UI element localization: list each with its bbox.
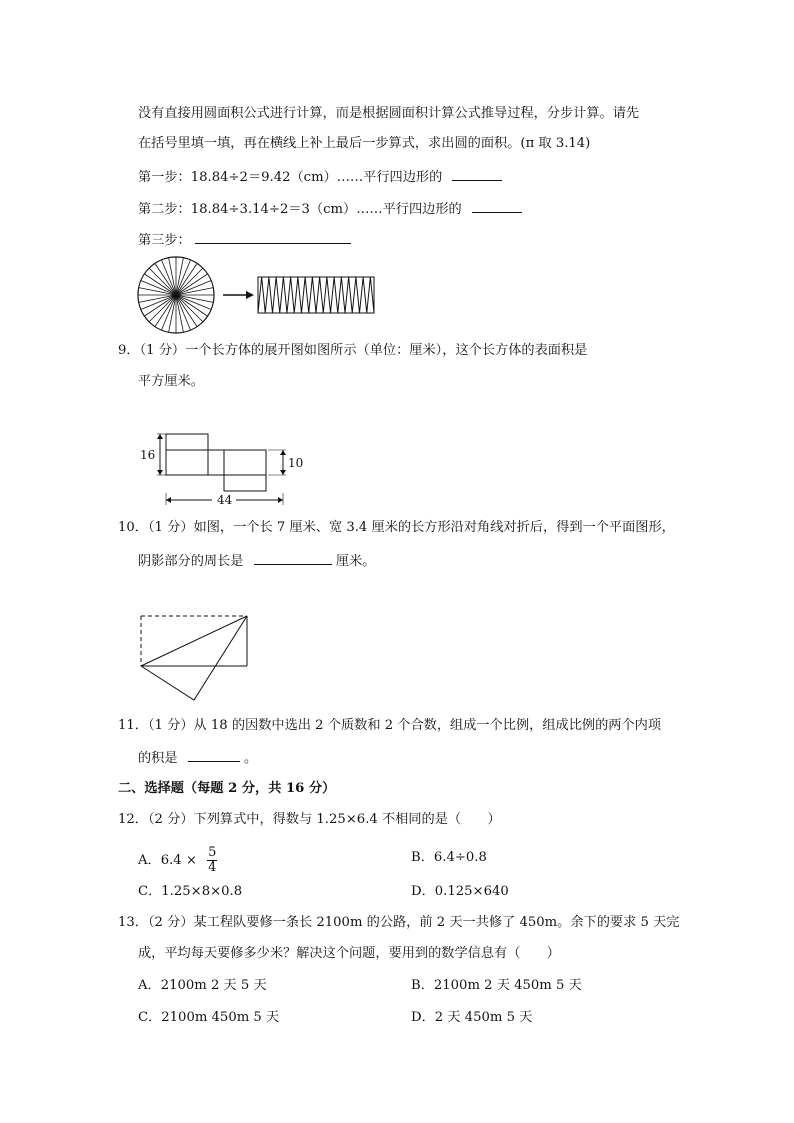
net-label-16: 16	[140, 448, 156, 462]
q13-option-d[interactable]: D．2 天 450m 5 天	[411, 1010, 533, 1025]
q13-text-line1: 13．（2 分）某工程队要修一条长 2100m 的公路，前 2 天一共修了 450m。余下的要求 5 天完	[118, 915, 680, 930]
net-label-44: 44	[217, 493, 233, 507]
q10-line2-post: 厘米。	[335, 554, 376, 569]
net-top-face	[166, 434, 208, 450]
fraction-numerator: 5	[208, 845, 217, 860]
q11-line2-pre: 的积是	[138, 751, 178, 766]
q8-text-line2: 在括号里填一填，再在横线上补上最后一步算式，求出圆的面积。(π 取 3.14)	[138, 136, 591, 151]
q8-step3-blank[interactable]	[195, 229, 351, 244]
q9-text-line1: 9．（1 分）一个长方体的展开图如图所示（单位：厘米），这个长方体的表面积是	[118, 343, 588, 358]
q8-step3	[138, 229, 351, 251]
folded-rectangle-figure	[138, 614, 258, 704]
q9-text-line2: 平方厘米。	[138, 374, 204, 389]
dim-arrow	[280, 450, 286, 455]
dim-arrow	[166, 497, 171, 503]
q13-option-c[interactable]: C．2100m 450m 5 天	[138, 1010, 280, 1025]
dim-arrow	[157, 434, 163, 439]
net-middle-strip	[166, 450, 266, 475]
net-bottom-face	[224, 475, 266, 491]
circle-to-parallelogram-figure	[138, 257, 378, 337]
q12-option-c[interactable]: C．1.25×8×0.8	[138, 884, 243, 899]
parallelogram-strips	[258, 277, 374, 313]
q10-answer-blank[interactable]	[254, 550, 332, 565]
sector-line	[149, 268, 176, 295]
arrow-head	[246, 291, 254, 299]
dim-arrow	[280, 470, 286, 475]
q11-text-line2	[138, 747, 257, 769]
q8-step1	[138, 166, 502, 188]
q8-step3-text: 第三步：	[138, 233, 191, 248]
q11-text-line1: 11．（1 分）从 18 的因数中选出 2 个质数和 2 个合数，组成一个比例，组成比例的两个内项	[118, 718, 662, 733]
circle-sectors	[138, 257, 214, 333]
q8-step2	[138, 198, 522, 220]
sector-line	[176, 295, 203, 322]
q12-option-b[interactable]: B．6.4÷0.8	[411, 850, 487, 865]
section-2-heading: 二、选择题（每题 2 分，共 16 分）	[118, 781, 336, 796]
q8-step1-blank[interactable]	[452, 166, 502, 181]
q8-text-line1: 没有直接用圆面积公式进行计算，而是根据圆面积计算公式推导过程，分步计算。请先	[138, 106, 640, 121]
q12-option-d[interactable]: D．0.125×640	[411, 884, 509, 899]
q13-option-a[interactable]: A．2100m 2 天 5 天	[138, 978, 267, 993]
q8-step1-text: 第一步：18.84÷2＝9.42（cm）……平行四边形的	[138, 170, 443, 185]
zigzag-strips	[258, 277, 374, 313]
q13-option-b[interactable]: B．2100m 2 天 450m 5 天	[411, 978, 582, 993]
q13-text-line2: 成，平均每天要修多少米？解决这个问题，要用到的数学信息有（ ）	[138, 946, 560, 961]
q10-text-line1: 10．（1 分）如图，一个长 7 厘米、宽 3.4 厘米的长方形沿对角线对折后，得到一个平面图形，	[118, 520, 675, 535]
sector-line	[176, 268, 203, 295]
fraction-denominator: 4	[208, 860, 217, 875]
q12-stem: 12．（2 分）下列算式中，得数与 1.25×6.4 不相同的是（ ）	[118, 812, 501, 827]
dim-arrow	[278, 497, 283, 503]
net-label-10: 10	[288, 456, 304, 470]
dim-arrow	[157, 470, 163, 475]
q12-option-a-text: A．6.4 ×	[138, 853, 197, 868]
sector-line	[149, 295, 176, 322]
q11-answer-blank[interactable]	[188, 747, 240, 762]
q10-text-line2	[138, 550, 375, 572]
q8-step2-text: 第二步：18.84÷3.14÷2＝3（cm）……平行四边形的	[138, 202, 462, 217]
q11-line2-post: 。	[243, 751, 258, 766]
cuboid-net-figure	[138, 431, 318, 511]
q12-option-a[interactable]	[138, 846, 217, 875]
fraction	[207, 846, 217, 875]
q10-line2-pre: 阴影部分的周长是	[138, 554, 244, 569]
q8-step2-blank[interactable]	[472, 198, 522, 213]
